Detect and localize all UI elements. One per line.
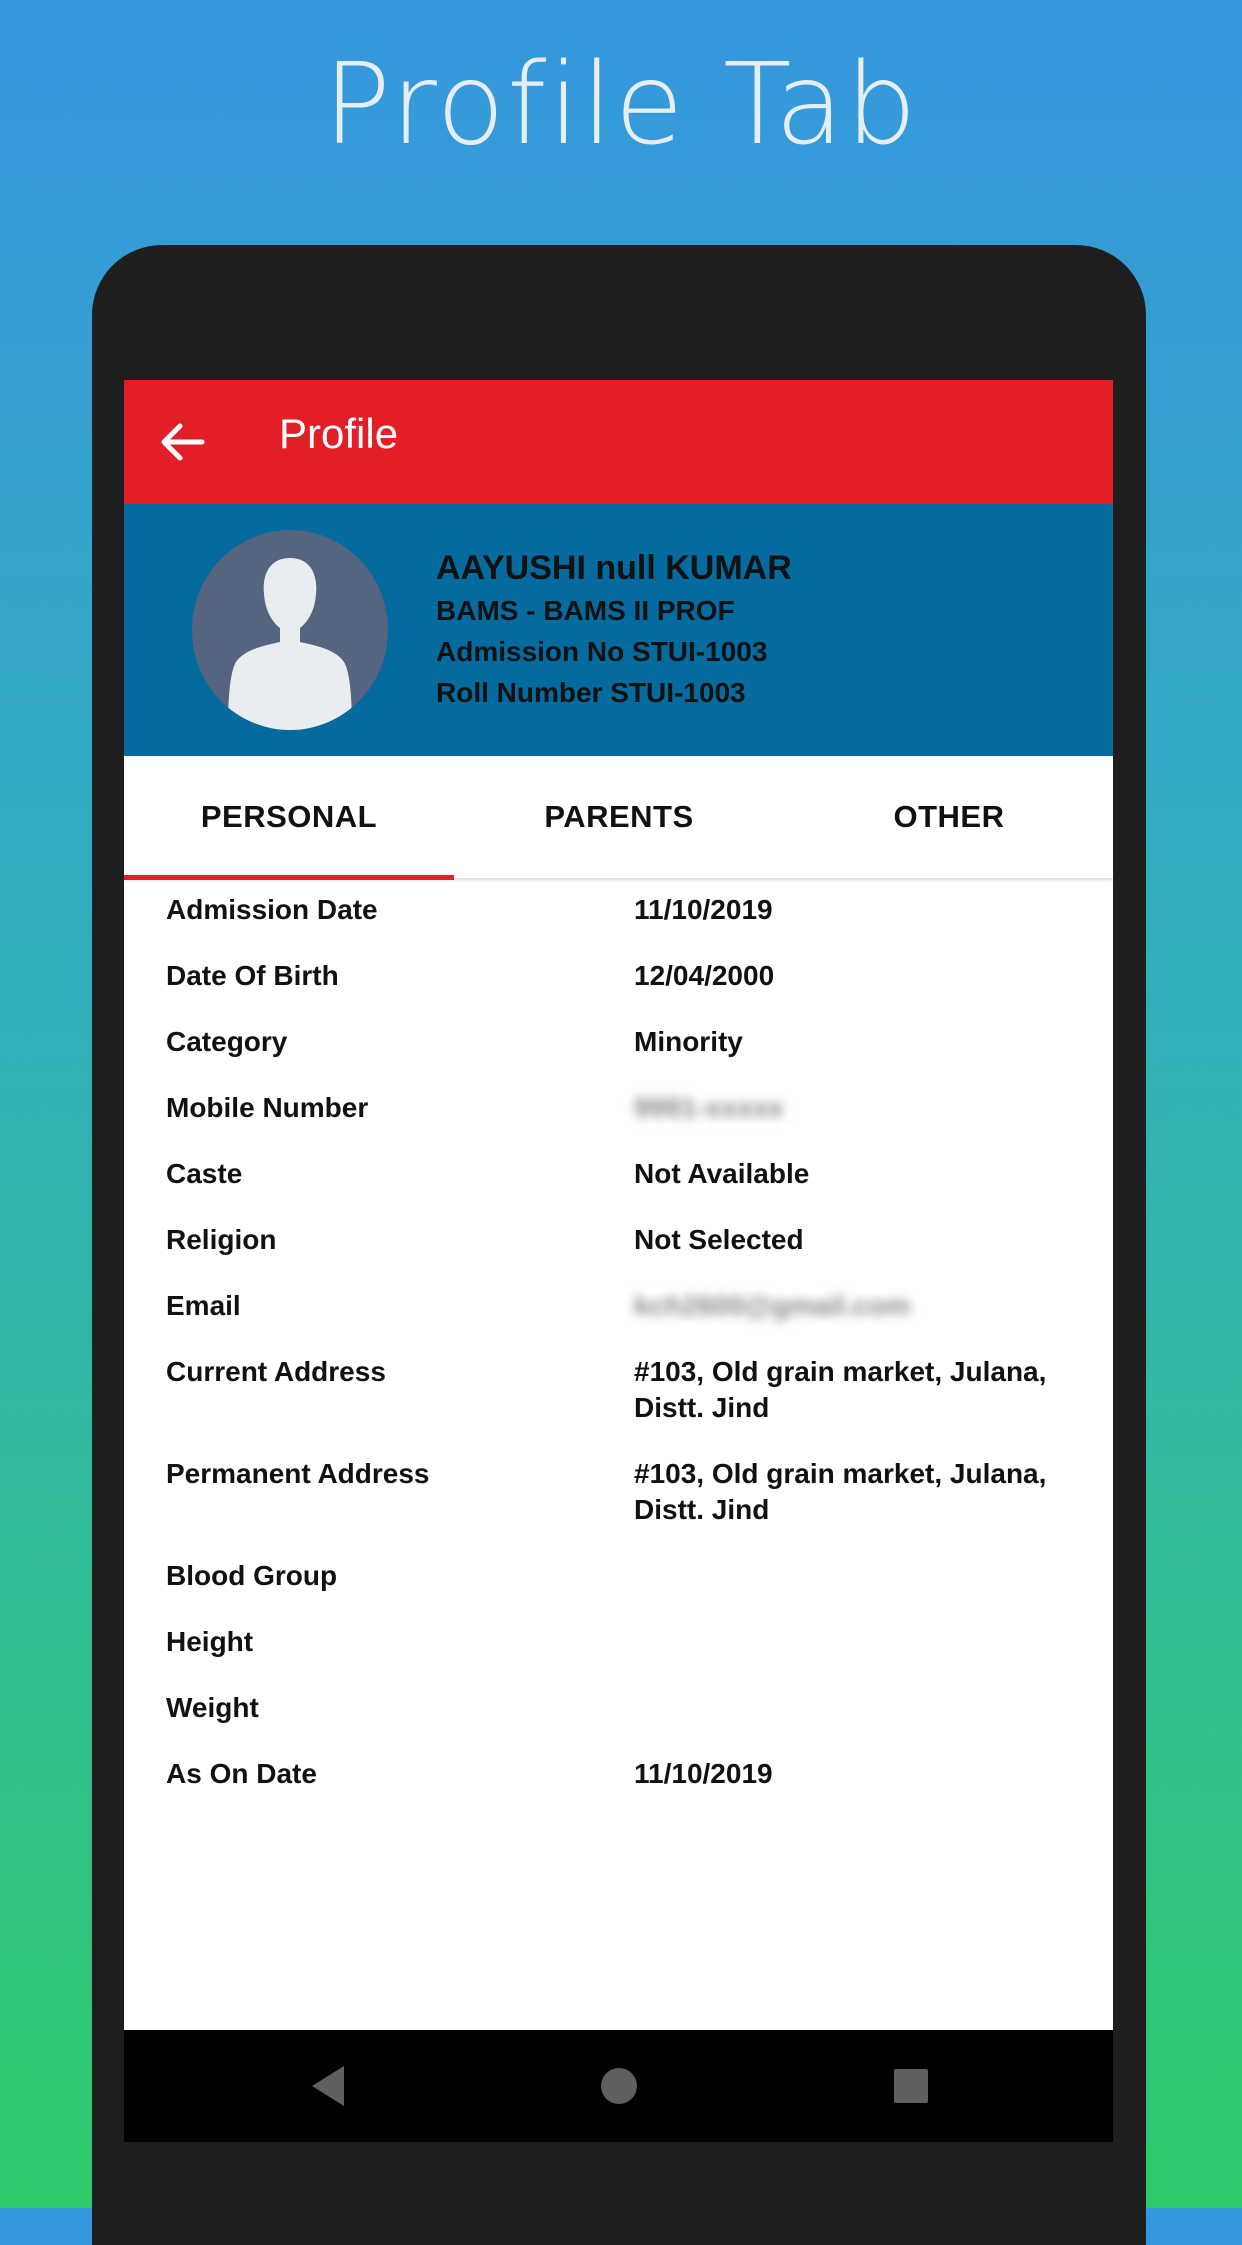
detail-value: #103, Old grain market, Julana, Distt. Jind (634, 1356, 1047, 1423)
detail-row (166, 1456, 1086, 1528)
detail-label: Category (166, 1026, 288, 1057)
detail-row (166, 1024, 1086, 1060)
tab-bar (124, 756, 1113, 878)
person-placeholder-icon (192, 530, 388, 730)
profile-header (124, 504, 1113, 756)
detail-label: Caste (166, 1158, 243, 1189)
tab-other[interactable]: OTHER (893, 799, 1005, 834)
detail-label: Email (166, 1290, 241, 1321)
system-nav-bar (124, 2030, 1113, 2142)
detail-label: Height (166, 1626, 254, 1657)
detail-label: As On Date (166, 1758, 317, 1789)
detail-label: Date Of Birth (166, 960, 339, 991)
personal-details (166, 892, 1086, 1822)
tab-personal[interactable]: PERSONAL (200, 799, 378, 834)
detail-row (166, 958, 1086, 994)
roll-number: Roll Number STUI-1003 (436, 677, 746, 708)
detail-label: Current Address (166, 1356, 386, 1387)
triangle-back-icon (308, 2064, 348, 2108)
back-button[interactable] (154, 412, 214, 472)
detail-label: Admission Date (166, 894, 378, 925)
tab-parents[interactable]: PARENTS (544, 799, 694, 834)
page-title: Profile (279, 410, 399, 457)
detail-value: Not Selected (634, 1224, 804, 1255)
detail-row (166, 1090, 1086, 1126)
detail-row (166, 1354, 1086, 1426)
nav-recents-button[interactable] (891, 2064, 931, 2113)
detail-label: Religion (166, 1224, 277, 1255)
student-course: BAMS - BAMS II PROF (436, 595, 735, 626)
detail-row (166, 1558, 1086, 1594)
detail-label: Permanent Address (166, 1458, 430, 1489)
detail-value (634, 1558, 1074, 1594)
promo-title: Profile Tab (323, 40, 919, 170)
detail-value: 11/10/2019 (634, 894, 773, 925)
detail-value: Minority (634, 1026, 743, 1057)
detail-value: 12/04/2000 (634, 960, 775, 991)
mobile-number-value: 9991-xxxxx (634, 1092, 784, 1123)
square-recents-icon (891, 2064, 931, 2108)
detail-label: Weight (166, 1692, 259, 1723)
detail-row (166, 1690, 1086, 1726)
arrow-left-icon (154, 412, 214, 472)
detail-row (166, 1156, 1086, 1192)
app-screen (124, 380, 1113, 2142)
avatar (192, 530, 388, 730)
detail-row (166, 892, 1086, 928)
detail-label: Mobile Number (166, 1092, 369, 1123)
tab-indicator (124, 875, 454, 880)
admission-number: Admission No STUI-1003 (436, 636, 768, 667)
nav-home-button[interactable] (599, 2064, 639, 2113)
detail-value: 11/10/2019 (634, 1758, 773, 1789)
nav-back-button[interactable] (308, 2064, 348, 2113)
student-name: AAYUSHI null KUMAR (436, 549, 792, 587)
detail-value: #103, Old grain market, Julana, Distt. Jind (634, 1458, 1047, 1525)
detail-value (634, 1624, 1074, 1660)
detail-row (166, 1288, 1086, 1324)
detail-label: Blood Group (166, 1560, 338, 1591)
app-bar (124, 380, 1113, 504)
detail-row (166, 1756, 1086, 1792)
detail-value (634, 1690, 1074, 1726)
detail-row (166, 1624, 1086, 1660)
email-value: kch2600@gmail.com (634, 1290, 911, 1321)
profile-info (436, 546, 792, 713)
detail-value: Not Available (634, 1158, 810, 1189)
detail-row (166, 1222, 1086, 1258)
circle-home-icon (599, 2064, 639, 2108)
